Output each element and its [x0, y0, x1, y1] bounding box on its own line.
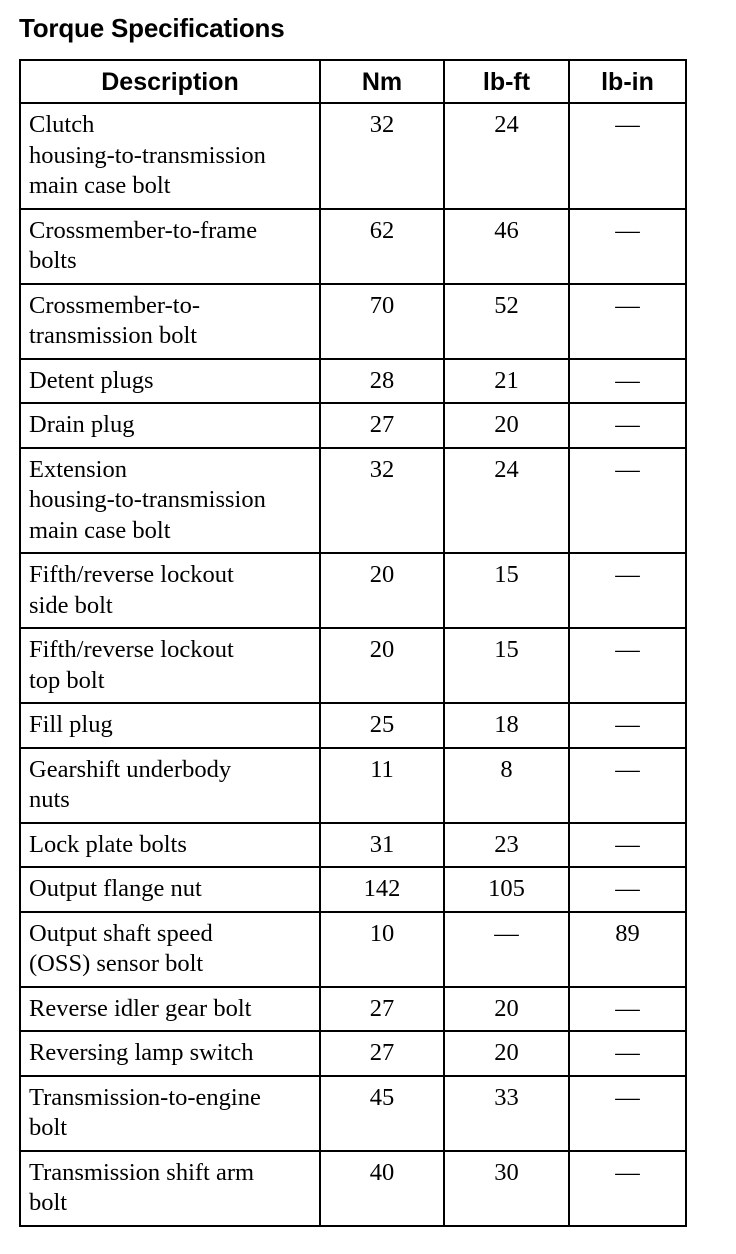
- table-row: [20, 403, 686, 448]
- lbft-cell: 8: [444, 748, 569, 823]
- lbin-cell: 89: [569, 912, 686, 987]
- description-line: main case bolt: [29, 516, 171, 544]
- nm-cell: 25: [320, 703, 444, 748]
- table-header-row: [20, 60, 686, 103]
- lbft-cell: 46: [444, 209, 569, 284]
- description-cell: [20, 103, 320, 209]
- lbin-cell: —: [569, 209, 686, 284]
- description-line: Fill plug: [29, 711, 113, 738]
- nm-cell: 27: [320, 403, 444, 448]
- page-title: Torque Specifications: [19, 13, 285, 43]
- table-row: [20, 867, 686, 912]
- lbft-cell: 105: [444, 867, 569, 912]
- description-line: Crossmember-to-: [29, 291, 200, 319]
- description-line: Clutch: [29, 111, 95, 138]
- description-cell: [20, 628, 320, 703]
- header-lbft: lb-ft: [444, 60, 569, 103]
- description-cell: [20, 987, 320, 1032]
- lbin-cell: —: [569, 284, 686, 359]
- nm-cell: 32: [320, 448, 444, 554]
- table-row: [20, 748, 686, 823]
- lbin-cell: —: [569, 103, 686, 209]
- description-cell: [20, 359, 320, 404]
- lbin-cell: —: [569, 823, 686, 868]
- description-line: side bolt: [29, 591, 113, 619]
- lbin-cell: —: [569, 553, 686, 628]
- lbft-cell: 33: [444, 1076, 569, 1151]
- torque-spec-table: [19, 59, 687, 1227]
- description-line: (OSS) sensor bolt: [29, 950, 204, 977]
- nm-cell: 70: [320, 284, 444, 359]
- lbin-cell: —: [569, 987, 686, 1032]
- nm-cell: 27: [320, 1031, 444, 1076]
- table-row: [20, 448, 686, 554]
- lbin-cell: —: [569, 703, 686, 748]
- lbft-cell: 30: [444, 1151, 569, 1226]
- description-line: main case bolt: [29, 172, 171, 199]
- table-row: [20, 823, 686, 868]
- lbft-cell: 20: [444, 403, 569, 448]
- table-row: [20, 912, 686, 987]
- table-row: [20, 1031, 686, 1076]
- lbft-cell: 20: [444, 987, 569, 1032]
- lbin-cell: —: [569, 448, 686, 554]
- lbin-cell: —: [569, 1031, 686, 1076]
- lbin-cell: —: [569, 867, 686, 912]
- table-row: [20, 987, 686, 1032]
- lbin-cell: —: [569, 628, 686, 703]
- description-line: housing-to-transmission: [29, 141, 266, 169]
- description-line: Output shaft speed: [29, 919, 213, 947]
- description-line: Transmission-to-engine: [29, 1083, 261, 1111]
- lbft-cell: 18: [444, 703, 569, 748]
- description-line: Gearshift underbody: [29, 755, 232, 783]
- table-row: [20, 553, 686, 628]
- description-line: Fifth/reverse lockout: [29, 561, 234, 588]
- description-cell: [20, 867, 320, 912]
- lbft-cell: 23: [444, 823, 569, 868]
- lbin-cell: —: [569, 1076, 686, 1151]
- table-row: [20, 209, 686, 284]
- description-line: bolt: [29, 1189, 68, 1216]
- description-line: Transmission shift arm: [29, 1158, 255, 1186]
- description-line: top bolt: [29, 666, 105, 694]
- nm-cell: 11: [320, 748, 444, 823]
- description-line: bolts: [29, 247, 77, 274]
- lbft-cell: 15: [444, 628, 569, 703]
- lbft-cell: 24: [444, 103, 569, 209]
- lbft-cell: 20: [444, 1031, 569, 1076]
- description-line: Detent plugs: [29, 366, 154, 394]
- lbft-cell: 21: [444, 359, 569, 404]
- description-line: Fifth/reverse lockout: [29, 636, 234, 663]
- header-lbin: lb-in: [569, 60, 686, 103]
- nm-cell: 28: [320, 359, 444, 404]
- lbft-cell: —: [444, 912, 569, 987]
- description-cell: [20, 1031, 320, 1076]
- description-line: Reverse idler gear bolt: [29, 994, 252, 1022]
- table-row: [20, 359, 686, 404]
- table-row: [20, 1076, 686, 1151]
- table-row: [20, 103, 686, 209]
- description-line: Output flange nut: [29, 875, 202, 902]
- nm-cell: 20: [320, 553, 444, 628]
- lbin-cell: —: [569, 1151, 686, 1226]
- description-line: housing-to-transmission: [29, 486, 266, 513]
- lbin-cell: —: [569, 403, 686, 448]
- table-row: [20, 628, 686, 703]
- nm-cell: 62: [320, 209, 444, 284]
- nm-cell: 20: [320, 628, 444, 703]
- header-nm: Nm: [320, 60, 444, 103]
- description-cell: [20, 1151, 320, 1226]
- description-cell: [20, 823, 320, 868]
- nm-cell: 142: [320, 867, 444, 912]
- description-line: Lock plate bolts: [29, 830, 187, 858]
- nm-cell: 32: [320, 103, 444, 209]
- description-line: bolt: [29, 1114, 68, 1141]
- description-cell: [20, 912, 320, 987]
- description-cell: [20, 403, 320, 448]
- description-cell: [20, 1076, 320, 1151]
- header-description: Description: [20, 60, 320, 103]
- lbft-cell: 15: [444, 553, 569, 628]
- description-cell: [20, 284, 320, 359]
- description-line: Reversing lamp switch: [29, 1039, 254, 1066]
- description-line: transmission bolt: [29, 322, 198, 349]
- description-line: Crossmember-to-frame: [29, 216, 258, 244]
- description-cell: [20, 209, 320, 284]
- nm-cell: 27: [320, 987, 444, 1032]
- description-cell: [20, 703, 320, 748]
- table-row: [20, 284, 686, 359]
- nm-cell: 45: [320, 1076, 444, 1151]
- lbin-cell: —: [569, 748, 686, 823]
- table-row: [20, 1151, 686, 1226]
- nm-cell: 10: [320, 912, 444, 987]
- table-row: [20, 703, 686, 748]
- description-line: Drain plug: [29, 411, 135, 438]
- description-cell: [20, 553, 320, 628]
- table-body: [20, 103, 686, 1226]
- lbft-cell: 24: [444, 448, 569, 554]
- description-line: nuts: [29, 786, 70, 813]
- description-cell: [20, 448, 320, 554]
- lbft-cell: 52: [444, 284, 569, 359]
- description-line: Extension: [29, 455, 127, 483]
- description-cell: [20, 748, 320, 823]
- nm-cell: 31: [320, 823, 444, 868]
- lbin-cell: —: [569, 359, 686, 404]
- nm-cell: 40: [320, 1151, 444, 1226]
